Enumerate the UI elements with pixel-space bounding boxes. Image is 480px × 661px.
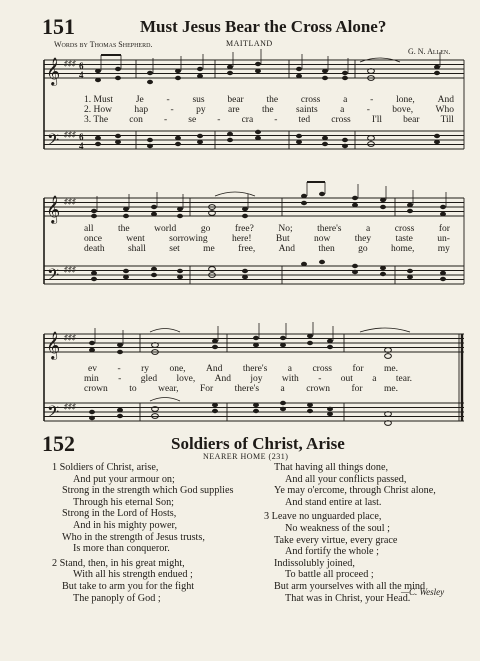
verse-column-left: 1 Soldiers of Christ, arise, And put your armour on; Strong in the strength which God supplies Through his eternal Son; Strong in the Lord of Hosts, And in his mighty power, Who in the strength of Jesus trusts, Is more than conqueror. 2 Stand, then, in his great might, With all his strength endued ; But take to arm you for the fight The panoply of God ; <box>52 462 234 604</box>
verse-column-right: That having all things done, And all your conflicts passed, Ye may o'ercome, through Christ alone, And stand entire at last. 3 Leave no unguarded place, No weakness of the soul ; Take every virtue, every grace And fortify the whole ; Indissolubly joined, To battle all proceed ; But arm yourselves with all the mind That was in Christ, your Head. <box>264 462 436 604</box>
svg-text:♯♯♯: ♯♯♯ <box>64 265 76 274</box>
tune-name-152: NEARER HOME (231) <box>203 452 289 461</box>
words-by: Words by Thomas Shepherd. <box>54 40 153 49</box>
author-credit: —C. Wesley <box>401 587 445 597</box>
lyrics-3-verse-2: min - gled love, And joy with - out a tear. <box>84 374 412 384</box>
hymn-title-152: Soldiers of Christ, Arise <box>171 434 345 453</box>
svg-text:𝄞: 𝄞 <box>46 57 61 85</box>
svg-text:♯♯♯: ♯♯♯ <box>64 59 76 68</box>
lyrics-3-verse-3: crown to wear, For there's a crown for me. <box>84 384 398 394</box>
svg-text:4: 4 <box>79 141 84 151</box>
svg-text:♯♯♯: ♯♯♯ <box>64 402 76 411</box>
svg-text:4: 4 <box>79 70 84 80</box>
svg-text:𝄞: 𝄞 <box>46 331 61 359</box>
tune-name: MAITLAND <box>226 39 273 48</box>
svg-text:♯♯♯: ♯♯♯ <box>64 333 76 342</box>
lyrics-2-verse-2: once went sorrowing here! But now they taste un- <box>84 234 450 244</box>
hymn-number: 151 <box>42 14 75 39</box>
svg-text:♯♯♯: ♯♯♯ <box>64 130 76 139</box>
hymn-title: Must Jesus Bear the Cross Alone? <box>140 17 387 36</box>
svg-text:𝄞: 𝄞 <box>46 195 61 223</box>
hymn-number-152: 152 <box>42 431 75 456</box>
composer: G. N. Allen. <box>408 47 451 56</box>
svg-text:𝄢: 𝄢 <box>47 266 60 288</box>
lyrics-2-verse-1: all the world go free? No; there's a cross for <box>84 224 450 234</box>
svg-text:𝄢: 𝄢 <box>47 131 60 153</box>
lyrics-2-verse-3: death shall set me free, And then go home, my <box>84 244 450 254</box>
svg-text:♯♯♯: ♯♯♯ <box>64 197 76 206</box>
svg-text:6: 6 <box>79 132 84 142</box>
lyrics-1-verse-1: 1. Must Je - sus bear the cross a - lone, And <box>84 95 454 105</box>
lyrics-3-verse-1: ev - ry one, And there's a cross for me. <box>88 364 398 374</box>
lyrics-1-verse-3: 3. The con - se - cra - ted cross I'll bear Till <box>84 115 454 125</box>
svg-text:𝄢: 𝄢 <box>47 403 60 425</box>
svg-text:6: 6 <box>79 61 84 71</box>
lyrics-1-verse-2: 2. How hap - py are the saints a - bove, Who <box>84 105 454 115</box>
